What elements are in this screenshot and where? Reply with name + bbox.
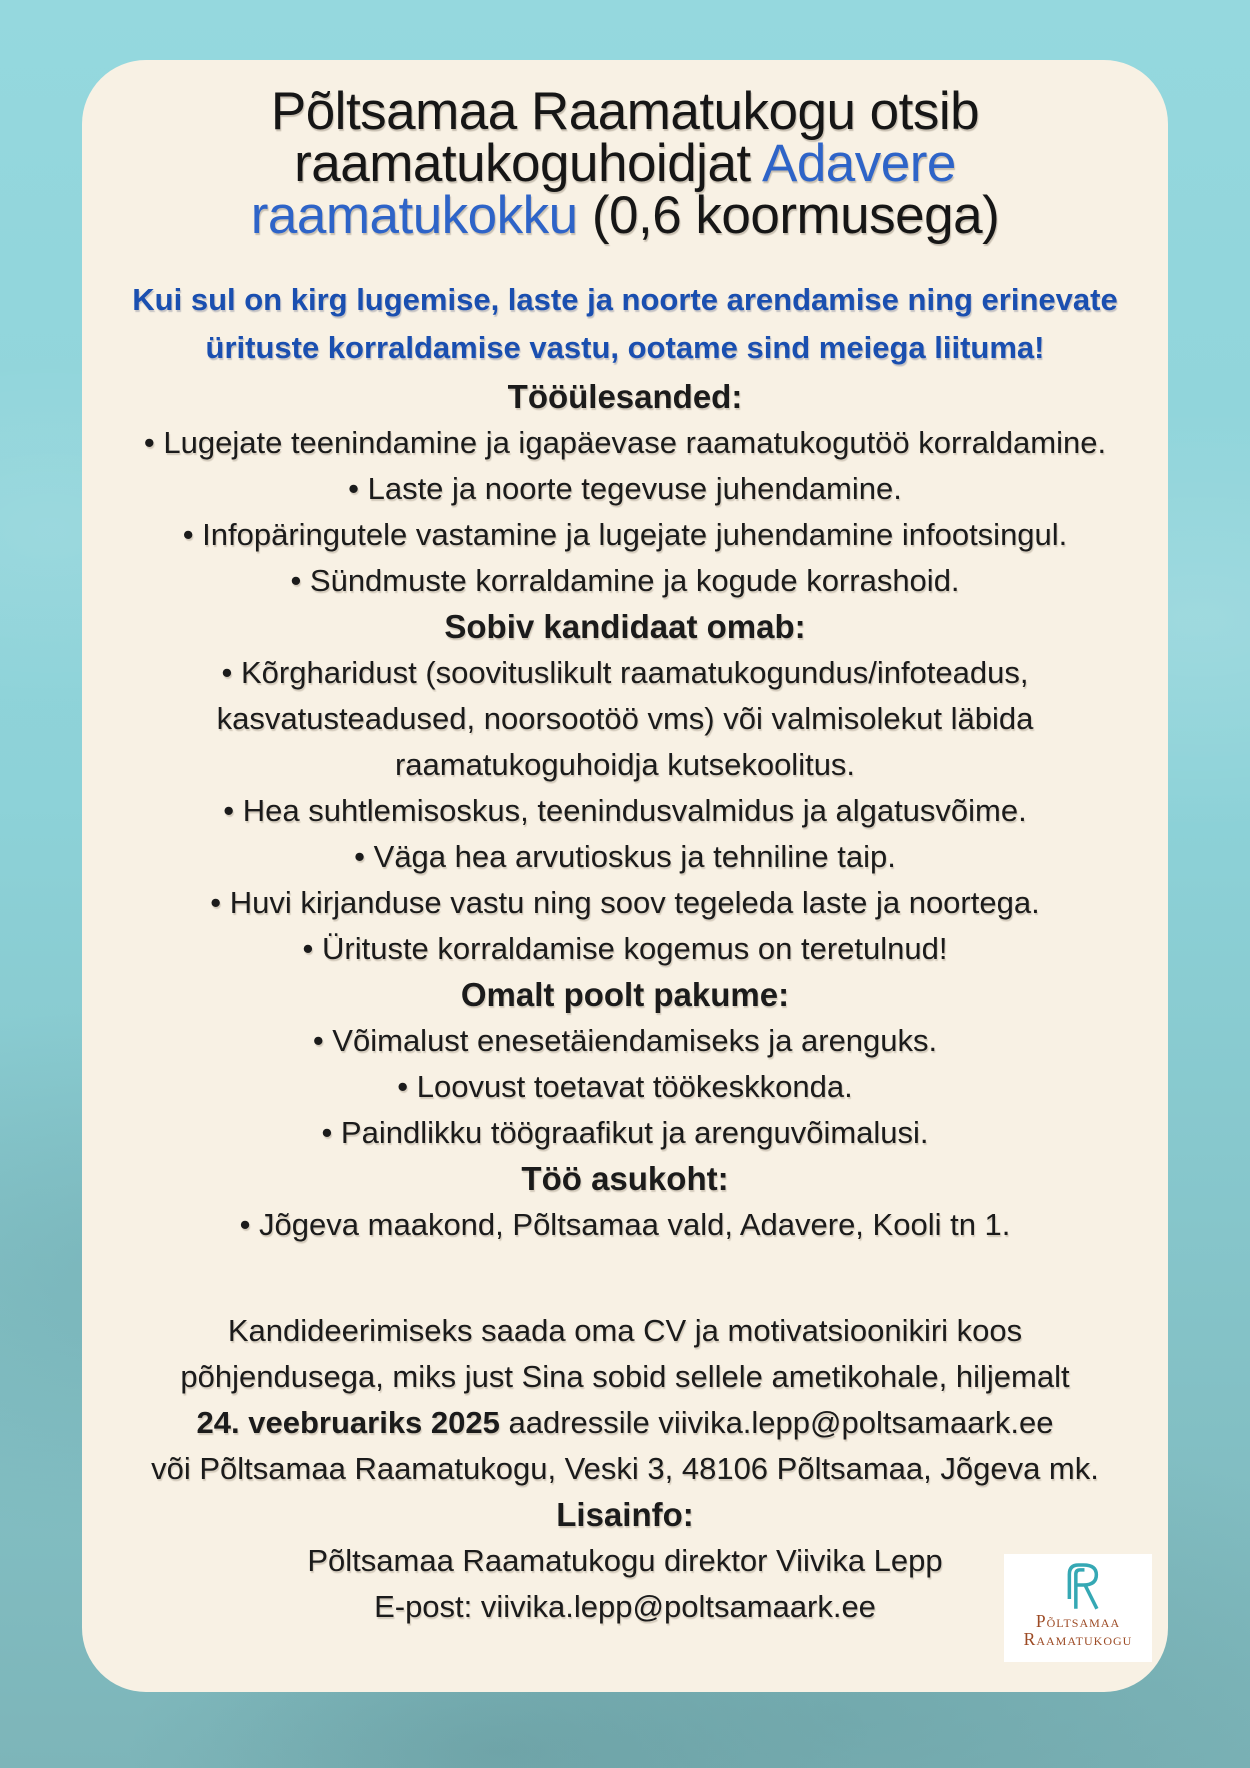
poltsamaa-raamatukogu-logo: [1004, 1554, 1152, 1662]
poster-card: [82, 60, 1168, 1692]
apply-line: Kandideerimiseks saada oma CV ja motivatsioonikiri koos: [227, 1313, 1023, 1348]
apply-email-text: aadressile viivika.lepp@poltsamaark.ee: [499, 1405, 1054, 1440]
title-line-2-black: raamatukoguhoidjat: [294, 134, 762, 193]
list-item: • Huvi kirjanduse vastu ning soov tegeleda laste ja noortega.: [210, 885, 1040, 920]
section-omalt-poolt: [106, 972, 1144, 1156]
list-item: • Lugejate teenindamine ja igapäevase raamatukogutöö korraldamine.: [143, 425, 1107, 460]
list-item-continuation: raamatukoguhoidja kutsekoolitus.: [394, 747, 856, 782]
list-item: • Ürituste korraldamise kogemus on teretulnud!: [302, 931, 948, 966]
intro-line: ürituste korraldamise vastu, ootame sind meiega liituma!: [205, 330, 1045, 365]
pr-monogram-icon: [1051, 1558, 1105, 1612]
apply-deadline: 24. veebruariks 2025: [196, 1405, 500, 1440]
apply-line: põhjendusega, miks just Sina sobid sellele ametikohale, hiljemalt: [180, 1359, 1070, 1394]
title-line-1: [106, 82, 1144, 141]
apply-line: [106, 1400, 1144, 1446]
title-line-3-accent: raamatukokku: [250, 186, 578, 245]
contact-line: E-post: viivika.lepp@poltsamaark.ee: [374, 1589, 876, 1624]
contact-block: [106, 1492, 1144, 1630]
list-item: • Paindlikku töögraafikut ja arenguvõimalusi.: [321, 1115, 929, 1150]
section-sobiv-kandidaat: [106, 604, 1144, 972]
section-tooulesanded: [106, 374, 1144, 604]
logo-text-line: Raamatukogu: [1023, 1629, 1133, 1649]
title-line-2-accent: Adavere: [761, 134, 956, 193]
list-item: • Jõgeva maakond, Põltsamaa vald, Adavere, Kooli tn 1.: [239, 1207, 1011, 1242]
apply-line: või Põltsamaa Raamatukogu, Veski 3, 48106 Põltsamaa, Jõgeva mk.: [151, 1451, 1099, 1486]
list-item: • Infopäringutele vastamine ja lugejate juhendamine infootsingul.: [182, 517, 1068, 552]
apply-paragraph: [106, 1308, 1144, 1492]
section-heading: Tööülesanded:: [507, 378, 743, 415]
list-item: • Väga hea arvutioskus ja tehniline taip.: [354, 839, 896, 874]
section-heading: Sobiv kandidaat omab:: [444, 608, 806, 645]
contact-line: Põltsamaa Raamatukogu direktor Viivika Lepp: [307, 1543, 943, 1578]
title-line-2: [106, 134, 1144, 193]
list-item: • Laste ja noorte tegevuse juhendamine.: [348, 471, 902, 506]
list-item: • Kõrgharidust (soovituslikult raamatukogundus/infoteadus,: [221, 655, 1029, 690]
list-item: • Loovust toetavat töökeskkonda.: [397, 1069, 853, 1104]
list-item: • Hea suhtlemisoskus, teenindusvalmidus ja algatusvõime.: [223, 793, 1027, 828]
contact-heading: Lisainfo:: [556, 1496, 694, 1533]
poster-title: [106, 82, 1144, 245]
section-too-asukoht: [106, 1156, 1144, 1248]
intro-paragraph: [106, 276, 1144, 372]
list-item-continuation: kasvatusteadused, noorsootöö vms) või valmisolekut läbida: [216, 701, 1034, 736]
title-line-3: [106, 186, 1144, 245]
intro-line: Kui sul on kirg lugemise, laste ja noorte arendamise ning erinevate: [132, 282, 1118, 317]
list-item: • Võimalust enesetäiendamiseks ja arenguks.: [312, 1023, 938, 1058]
poster-body: [106, 374, 1144, 1630]
section-heading: Töö asukoht:: [521, 1160, 729, 1197]
list-item: • Sündmuste korraldamine ja kogude korrashoid.: [290, 563, 960, 598]
title-line-1-text: Põltsamaa Raamatukogu otsib: [270, 82, 980, 141]
logo-text-line: Põltsamaa: [1035, 1611, 1121, 1631]
section-heading: Omalt poolt pakume:: [460, 976, 790, 1013]
title-line-3-black: (0,6 koormusega): [577, 186, 1000, 245]
